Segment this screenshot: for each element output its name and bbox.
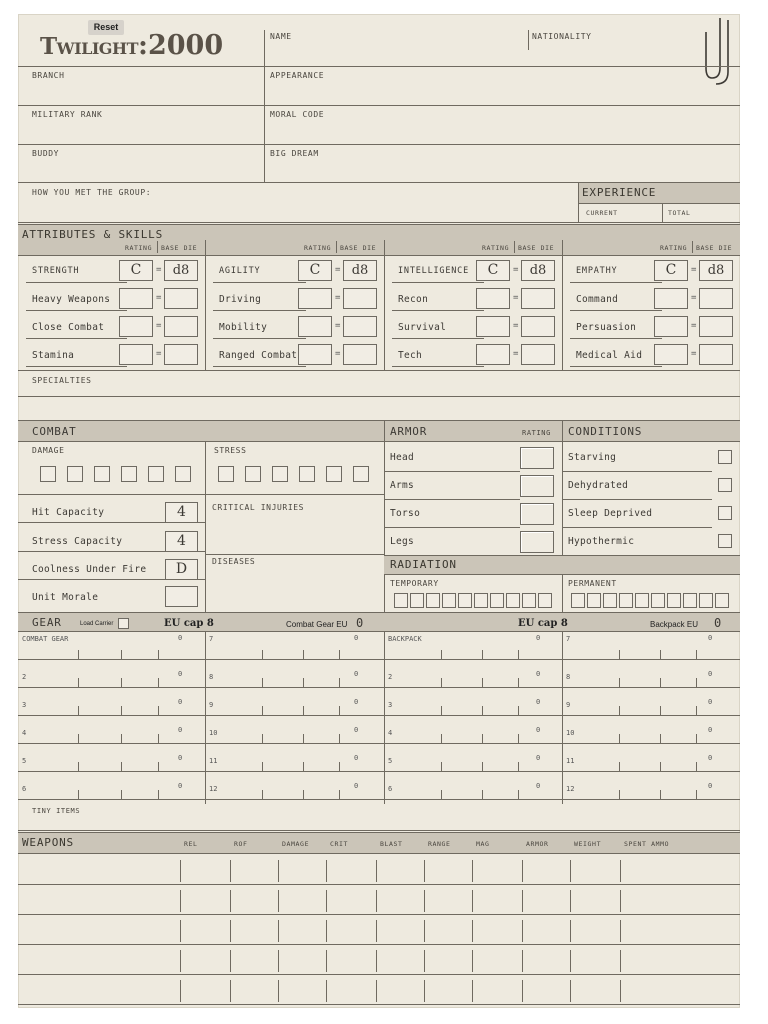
- rad-temporary-label: TEMPORARY: [390, 579, 439, 588]
- skill-base-die[interactable]: [164, 344, 198, 365]
- rad-permanent-box[interactable]: [699, 593, 713, 608]
- gear-slot-label: 10: [209, 729, 218, 737]
- appearance-label: APPEARANCE: [270, 71, 325, 80]
- gear-slot-label: 2: [388, 673, 393, 681]
- weapon-col-header: REL: [184, 840, 198, 848]
- rating-header: RATING: [660, 244, 688, 252]
- skill-label: Recon: [398, 294, 429, 305]
- gear-slot-weight: 0: [178, 698, 183, 706]
- armor-part-label: Torso: [390, 508, 421, 519]
- rad-temporary-box[interactable]: [538, 593, 552, 608]
- paper-clip-icon: [702, 16, 732, 86]
- weapons-title: WEAPONS: [22, 836, 74, 849]
- gear-slot-weight: 0: [536, 634, 541, 642]
- skill-label: Ranged Combat: [219, 350, 298, 361]
- skill-label: Close Combat: [32, 322, 105, 333]
- equals-sign: =: [691, 265, 697, 275]
- rad-permanent-box[interactable]: [571, 593, 585, 608]
- met-group-label: HOW YOU MET THE GROUP:: [32, 188, 152, 197]
- equals-sign: =: [691, 349, 697, 359]
- armor-part-label: Arms: [390, 480, 415, 491]
- gear-slot-label: 12: [209, 785, 218, 793]
- radiation-title: RADIATION: [390, 558, 457, 571]
- branch-label: BRANCH: [32, 71, 65, 80]
- base-die-header: BASE DIE: [518, 244, 555, 252]
- rad-permanent-box[interactable]: [619, 593, 633, 608]
- stress-box[interactable]: [326, 466, 342, 482]
- armor-rating-box[interactable]: [520, 475, 554, 497]
- gear-slot-weight: 0: [708, 754, 713, 762]
- skill-base-die[interactable]: [164, 288, 198, 309]
- gear-slot-weight: 0: [354, 754, 359, 762]
- damage-box[interactable]: [175, 466, 191, 482]
- gear-slot-weight: 0: [178, 634, 183, 642]
- gear-slot-label: 6: [22, 785, 27, 793]
- armor-rating-box[interactable]: [520, 447, 554, 469]
- equals-sign: =: [691, 321, 697, 331]
- stress-box[interactable]: [245, 466, 261, 482]
- condition-checkbox[interactable]: [718, 450, 732, 464]
- equals-sign: =: [691, 293, 697, 303]
- rad-temporary-box[interactable]: [490, 593, 504, 608]
- skill-base-die[interactable]: [521, 316, 555, 337]
- rad-permanent-box[interactable]: [683, 593, 697, 608]
- character-sheet: [18, 14, 740, 1008]
- eu-cap-right: EU cap 8: [518, 618, 568, 629]
- damage-box[interactable]: [94, 466, 110, 482]
- condition-label: Hypothermic: [568, 536, 635, 547]
- gear-slot-label: 9: [209, 701, 214, 709]
- gear-slot-label: COMBAT GEAR: [22, 635, 69, 643]
- condition-label: Dehydrated: [568, 480, 629, 491]
- rad-permanent-box[interactable]: [667, 593, 681, 608]
- damage-box[interactable]: [40, 466, 56, 482]
- equals-sign: =: [513, 293, 519, 303]
- weapon-col-header: ARMOR: [526, 840, 549, 848]
- skill-base-die[interactable]: [699, 288, 733, 309]
- logo-text-b: :2000: [138, 30, 224, 61]
- armor-rating-label: RATING: [522, 429, 551, 437]
- skill-base-die[interactable]: [343, 344, 377, 365]
- skill-rating[interactable]: [654, 316, 688, 337]
- equals-sign: =: [513, 349, 519, 359]
- armor-part-label: Legs: [390, 536, 415, 547]
- gear-slot-weight: 0: [536, 670, 541, 678]
- skill-label: Driving: [219, 294, 262, 305]
- unit-morale-value[interactable]: [165, 586, 198, 607]
- skill-label: Stamina: [32, 350, 75, 361]
- stress-capacity-label: Stress Capacity: [32, 536, 123, 547]
- rad-permanent-box[interactable]: [587, 593, 601, 608]
- gear-slot-weight: 0: [354, 782, 359, 790]
- equals-sign: =: [513, 321, 519, 331]
- skill-label: Mobility: [219, 322, 268, 333]
- gear-slot-label: 6: [388, 785, 393, 793]
- gear-slot-weight: 0: [708, 670, 713, 678]
- attribute-rating[interactable]: C: [298, 260, 332, 281]
- buddy-label: BUDDY: [32, 149, 60, 158]
- weapon-col-header: ROF: [234, 840, 248, 848]
- skill-label: INTELLIGENCE: [398, 266, 470, 276]
- skill-base-die[interactable]: [521, 288, 555, 309]
- gear-slot-weight: 0: [708, 634, 713, 642]
- rad-temporary-box[interactable]: [506, 593, 520, 608]
- equals-sign: =: [335, 265, 341, 275]
- load-carrier-checkbox[interactable]: [118, 618, 129, 629]
- gear-slot-weight: 0: [536, 698, 541, 706]
- coolness-label: Coolness Under Fire: [32, 564, 147, 575]
- gear-slot-label: 12: [566, 785, 575, 793]
- gear-slot-weight: 0: [708, 726, 713, 734]
- weapon-col-header: BLAST: [380, 840, 403, 848]
- experience-title: EXPERIENCE: [582, 186, 657, 199]
- skill-label: Medical Aid: [576, 350, 643, 361]
- diseases-label: DISEASES: [212, 557, 256, 566]
- attribute-rating[interactable]: C: [654, 260, 688, 281]
- armor-title: ARMOR: [390, 425, 428, 438]
- gear-slot-label: 7: [209, 635, 214, 643]
- rad-temporary-box[interactable]: [394, 593, 408, 608]
- nationality-label: NATIONALITY: [532, 32, 592, 41]
- condition-checkbox[interactable]: [718, 534, 732, 548]
- skill-label: STRENGTH: [32, 266, 80, 276]
- rad-temporary-box[interactable]: [442, 593, 456, 608]
- skill-label: Survival: [398, 322, 447, 333]
- gear-slot-weight: 0: [354, 634, 359, 642]
- weapon-col-header: SPENT AMMO: [624, 840, 670, 848]
- backpack-eu-value: 0: [714, 616, 722, 630]
- condition-checkbox[interactable]: [718, 506, 732, 520]
- rad-temporary-box[interactable]: [458, 593, 472, 608]
- weapon-col-header: CRIT: [330, 840, 349, 848]
- gear-slot-label: 4: [22, 729, 27, 737]
- equals-sign: =: [335, 293, 341, 303]
- gear-slot-weight: 0: [536, 726, 541, 734]
- skill-base-die[interactable]: [343, 288, 377, 309]
- attribute-base-die[interactable]: d8: [343, 260, 377, 281]
- eu-cap-left: EU cap 8: [164, 618, 214, 629]
- moral-code-label: MORAL CODE: [270, 110, 325, 119]
- skill-label: AGILITY: [219, 266, 261, 276]
- gear-slot-label: 4: [388, 729, 393, 737]
- logo-text-a: Twilight: [40, 33, 138, 60]
- gear-slot-weight: 0: [178, 782, 183, 790]
- stress-box[interactable]: [272, 466, 288, 482]
- attribute-base-die[interactable]: d8: [699, 260, 733, 281]
- gear-slot-label: 8: [566, 673, 571, 681]
- combat-gear-eu-label: Combat Gear EU: [286, 620, 348, 629]
- armor-rating-box[interactable]: [520, 531, 554, 553]
- attribute-rating[interactable]: C: [476, 260, 510, 281]
- gear-slot-label: 7: [566, 635, 571, 643]
- rad-temporary-box[interactable]: [410, 593, 424, 608]
- damage-box[interactable]: [148, 466, 164, 482]
- gear-slot-label: 2: [22, 673, 27, 681]
- load-carrier-label: Load Carrier: [80, 621, 114, 627]
- gear-title: GEAR: [32, 616, 62, 629]
- rating-header: RATING: [125, 244, 153, 252]
- gear-slot-label: 11: [209, 757, 218, 765]
- base-die-header: BASE DIE: [696, 244, 733, 252]
- equals-sign: =: [335, 349, 341, 359]
- tiny-items-label: TINY ITEMS: [32, 807, 81, 815]
- skill-label: Heavy Weapons: [32, 294, 111, 305]
- rating-header: RATING: [304, 244, 332, 252]
- gear-slot-weight: 0: [354, 670, 359, 678]
- critical-injuries-label: CRITICAL INJURIES: [212, 503, 305, 512]
- skill-rating[interactable]: [654, 344, 688, 365]
- gear-slot-label: BACKPACK: [388, 635, 422, 643]
- damage-label: DAMAGE: [32, 446, 65, 455]
- conditions-title: CONDITIONS: [568, 425, 643, 438]
- armor-rating-box[interactable]: [520, 503, 554, 525]
- xp-current-label: CURRENT: [586, 209, 618, 217]
- reset-button[interactable]: Reset: [88, 20, 124, 35]
- rad-permanent-label: PERMANENT: [568, 579, 617, 588]
- combat-gear-eu-value: 0: [356, 616, 364, 630]
- skill-base-die[interactable]: [164, 316, 198, 337]
- skill-rating[interactable]: [119, 288, 153, 309]
- weapon-col-header: RANGE: [428, 840, 451, 848]
- skill-rating[interactable]: [298, 316, 332, 337]
- gear-slot-weight: 0: [708, 698, 713, 706]
- base-die-header: BASE DIE: [161, 244, 198, 252]
- stress-box[interactable]: [299, 466, 315, 482]
- gear-slot-weight: 0: [354, 726, 359, 734]
- skill-rating[interactable]: [119, 316, 153, 337]
- rad-temporary-box[interactable]: [426, 593, 440, 608]
- rating-header: RATING: [482, 244, 510, 252]
- gear-slot-label: 3: [388, 701, 393, 709]
- skill-rating[interactable]: [476, 288, 510, 309]
- rad-permanent-box[interactable]: [651, 593, 665, 608]
- weapon-col-header: DAMAGE: [282, 840, 310, 848]
- armor-part-label: Head: [390, 452, 415, 463]
- damage-box[interactable]: [67, 466, 83, 482]
- skill-label: Tech: [398, 350, 423, 361]
- skill-label: Persuasion: [576, 322, 637, 333]
- gear-slot-label: 8: [209, 673, 214, 681]
- weapon-col-header: WEIGHT: [574, 840, 602, 848]
- rank-label: MILITARY RANK: [32, 110, 103, 119]
- gear-slot-weight: 0: [708, 782, 713, 790]
- equals-sign: =: [513, 265, 519, 275]
- damage-box[interactable]: [121, 466, 137, 482]
- attribute-base-die[interactable]: d8: [164, 260, 198, 281]
- equals-sign: =: [156, 349, 162, 359]
- skill-rating[interactable]: [476, 316, 510, 337]
- big-dream-label: BIG DREAM: [270, 149, 319, 158]
- skill-label: Command: [576, 294, 619, 305]
- coolness-value[interactable]: D: [165, 559, 198, 580]
- gear-slot-weight: 0: [536, 754, 541, 762]
- hit-capacity-label: Hit Capacity: [32, 507, 105, 518]
- xp-total-label: TOTAL: [668, 209, 691, 217]
- gear-slot-label: 10: [566, 729, 575, 737]
- skill-base-die[interactable]: [699, 316, 733, 337]
- equals-sign: =: [335, 321, 341, 331]
- gear-slot-weight: 0: [178, 670, 183, 678]
- skill-rating[interactable]: [476, 344, 510, 365]
- stress-box[interactable]: [353, 466, 369, 482]
- condition-label: Starving: [568, 452, 617, 463]
- skill-base-die[interactable]: [699, 344, 733, 365]
- rad-temporary-box[interactable]: [474, 593, 488, 608]
- logo: [40, 30, 223, 61]
- rad-permanent-box[interactable]: [635, 593, 649, 608]
- rad-temporary-box[interactable]: [522, 593, 536, 608]
- equals-sign: =: [156, 265, 162, 275]
- attribute-rating[interactable]: C: [119, 260, 153, 281]
- stress-box[interactable]: [218, 466, 234, 482]
- gear-slot-weight: 0: [178, 754, 183, 762]
- skill-label: EMPATHY: [576, 266, 618, 276]
- attributes-title: ATTRIBUTES & SKILLS: [22, 228, 164, 241]
- condition-label: Sleep Deprived: [568, 508, 653, 519]
- attribute-base-die[interactable]: d8: [521, 260, 555, 281]
- hit-capacity-value[interactable]: 4: [165, 502, 198, 523]
- stress-capacity-value[interactable]: 4: [165, 531, 198, 552]
- equals-sign: =: [156, 293, 162, 303]
- rad-permanent-box[interactable]: [715, 593, 729, 608]
- skill-base-die[interactable]: [343, 316, 377, 337]
- gear-slot-label: 5: [22, 757, 27, 765]
- weapon-col-header: MAG: [476, 840, 490, 848]
- gear-slot-label: 5: [388, 757, 393, 765]
- gear-slot-label: 9: [566, 701, 571, 709]
- specialties-label: SPECIALTIES: [32, 376, 92, 385]
- unit-morale-label: Unit Morale: [32, 592, 99, 603]
- backpack-eu-label: Backpack EU: [650, 620, 699, 629]
- gear-slot-weight: 0: [354, 698, 359, 706]
- condition-checkbox[interactable]: [718, 478, 732, 492]
- equals-sign: =: [156, 321, 162, 331]
- combat-title: COMBAT: [32, 425, 77, 438]
- stress-label: STRESS: [214, 446, 247, 455]
- gear-slot-weight: 0: [536, 782, 541, 790]
- skill-rating[interactable]: [119, 344, 153, 365]
- rad-permanent-box[interactable]: [603, 593, 617, 608]
- skill-rating[interactable]: [654, 288, 688, 309]
- skill-rating[interactable]: [298, 344, 332, 365]
- name-label: NAME: [270, 32, 292, 41]
- gear-slot-weight: 0: [178, 726, 183, 734]
- skill-rating[interactable]: [298, 288, 332, 309]
- base-die-header: BASE DIE: [340, 244, 377, 252]
- gear-slot-label: 3: [22, 701, 27, 709]
- skill-base-die[interactable]: [521, 344, 555, 365]
- gear-slot-label: 11: [566, 757, 575, 765]
